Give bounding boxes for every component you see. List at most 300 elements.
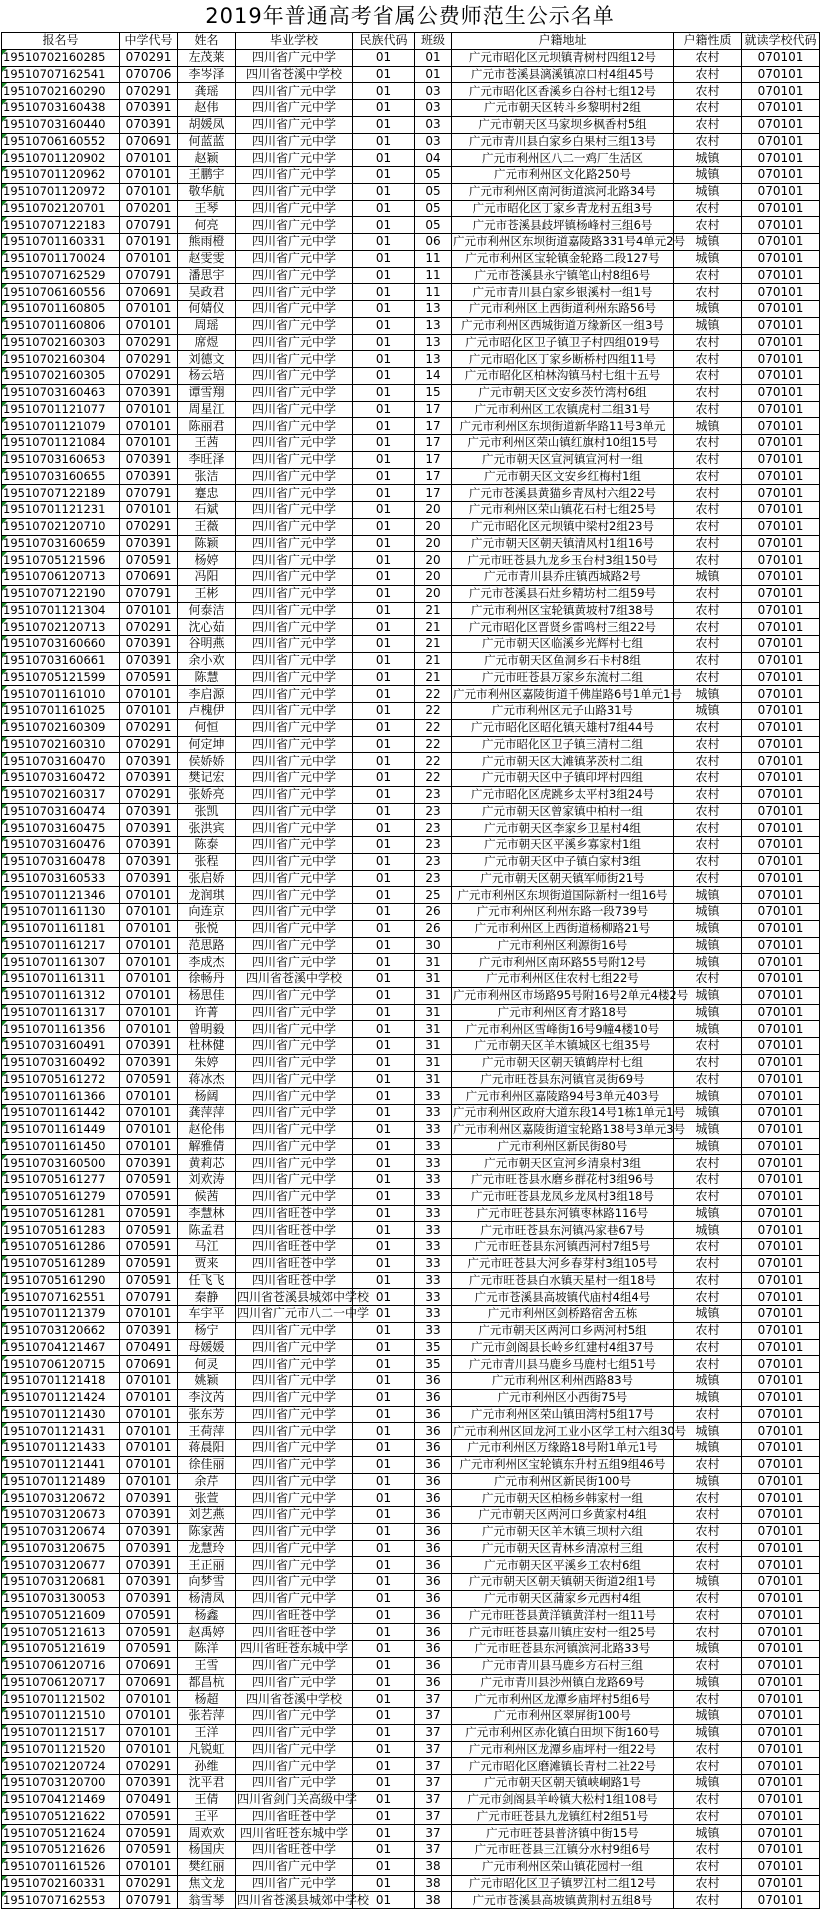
cell-household-type: 农村 [674, 133, 742, 150]
cell-graduation-school: 四川省旺苍中学 [236, 1255, 353, 1272]
cell-class: 04 [415, 150, 452, 167]
cell-class: 37 [415, 1775, 452, 1792]
cell-enrolled-school-code: 070101 [742, 468, 820, 485]
cell-class: 36 [415, 1440, 452, 1457]
cell-household-address: 广元市旺苍县嘉川镇庄安村一组25号 [452, 1624, 674, 1641]
cell-household-type: 农村 [674, 1741, 742, 1758]
cell-graduation-school: 四川省广元中学 [236, 150, 353, 167]
cell-graduation-school: 四川省旺苍中学 [236, 1607, 353, 1624]
cell-ethnicity-code: 01 [353, 803, 415, 820]
cell-household-address: 广元市苍溪县高坡镇代庙村4组4号 [452, 1289, 674, 1306]
cell-household-type: 城镇 [674, 686, 742, 703]
cell-enrolled-school-code: 070101 [742, 987, 820, 1004]
cell-class: 36 [415, 1540, 452, 1557]
cell-enrolled-school-code: 070101 [742, 669, 820, 686]
cell-student-name: 王薇 [178, 518, 236, 535]
cell-school-code: 070291 [120, 83, 178, 100]
cell-ethnicity-code: 01 [353, 1071, 415, 1088]
cell-school-code: 070691 [120, 1657, 178, 1674]
table-row [2, 1456, 820, 1473]
cell-class: 36 [415, 1641, 452, 1658]
cell-household-type: 城镇 [674, 1473, 742, 1490]
cell-class: 37 [415, 1691, 452, 1708]
cell-class: 03 [415, 133, 452, 150]
cell-ethnicity-code: 01 [353, 334, 415, 351]
cell-household-type: 城镇 [674, 1105, 742, 1122]
cell-school-code: 070791 [120, 1892, 178, 1909]
cell-household-type: 农村 [674, 1892, 742, 1909]
cell-class: 17 [415, 451, 452, 468]
table-row [2, 150, 820, 167]
cell-registration-number: 19510707162529 [2, 267, 120, 284]
cell-student-name: 王倩 [178, 1791, 236, 1808]
header-household-type: 户籍性质 [674, 33, 742, 50]
cell-school-code: 070191 [120, 234, 178, 251]
cell-graduation-school: 四川省广元中学 [236, 284, 353, 301]
table-row [2, 1490, 820, 1507]
cell-enrolled-school-code: 070101 [742, 150, 820, 167]
table-row [2, 116, 820, 133]
cell-enrolled-school-code: 070101 [742, 585, 820, 602]
cell-graduation-school: 四川省广元中学 [236, 1172, 353, 1189]
table-row [2, 987, 820, 1004]
table-row [2, 1155, 820, 1172]
cell-class: 03 [415, 83, 452, 100]
cell-school-code: 070791 [120, 267, 178, 284]
cell-graduation-school: 四川省广元中学 [236, 1775, 353, 1792]
cell-household-address: 广元市利州区东坝街道国际新村一组16号 [452, 887, 674, 904]
cell-graduation-school: 四川省广元中学 [236, 569, 353, 586]
cell-household-address: 广元市旺苍县万家乡东流村二组 [452, 669, 674, 686]
cell-graduation-school: 四川省旺苍中学 [236, 1842, 353, 1859]
cell-registration-number: 19510707162541 [2, 66, 120, 83]
cell-household-address: 广元市昭化区晋贤乡雷鸣村三组22号 [452, 619, 674, 636]
cell-class: 33 [415, 1289, 452, 1306]
cell-student-name: 刘欢涛 [178, 1172, 236, 1189]
cell-graduation-school: 四川省广元中学 [236, 1858, 353, 1875]
cell-household-type: 城镇 [674, 301, 742, 318]
cell-enrolled-school-code: 070101 [742, 719, 820, 736]
cell-enrolled-school-code: 070101 [742, 1356, 820, 1373]
cell-registration-number: 19510701121431 [2, 1423, 120, 1440]
cell-enrolled-school-code: 070101 [742, 1490, 820, 1507]
cell-household-address: 广元市朝天区蒲家乡元西村4组 [452, 1590, 674, 1607]
cell-household-type: 城镇 [674, 569, 742, 586]
cell-registration-number: 19510701161217 [2, 937, 120, 954]
cell-student-name: 杨鑫 [178, 1607, 236, 1624]
cell-enrolled-school-code: 070101 [742, 1708, 820, 1725]
cell-registration-number: 19510701170024 [2, 250, 120, 267]
cell-graduation-school: 四川省广元中学 [236, 669, 353, 686]
cell-ethnicity-code: 01 [353, 1389, 415, 1406]
cell-ethnicity-code: 01 [353, 770, 415, 787]
cell-student-name: 敬华航 [178, 183, 236, 200]
cell-enrolled-school-code: 070101 [742, 1423, 820, 1440]
cell-student-name: 马江 [178, 1239, 236, 1256]
cell-ethnicity-code: 01 [353, 703, 415, 720]
cell-household-address: 广元市利州区元子山路31号 [452, 703, 674, 720]
cell-school-code: 070291 [120, 368, 178, 385]
cell-registration-number: 19510706160556 [2, 284, 120, 301]
cell-enrolled-school-code: 070101 [742, 1389, 820, 1406]
cell-class: 03 [415, 116, 452, 133]
cell-class: 21 [415, 652, 452, 669]
cell-registration-number: 19510703160470 [2, 753, 120, 770]
cell-registration-number: 19510701161010 [2, 686, 120, 703]
cell-household-type: 农村 [674, 284, 742, 301]
cell-enrolled-school-code: 070101 [742, 1272, 820, 1289]
cell-household-type: 农村 [674, 1540, 742, 1557]
cell-class: 11 [415, 250, 452, 267]
cell-registration-number: 19510703160476 [2, 837, 120, 854]
cell-enrolled-school-code: 070101 [742, 133, 820, 150]
cell-registration-number: 19510706120716 [2, 1657, 120, 1674]
cell-enrolled-school-code: 070101 [742, 636, 820, 653]
header-ethnicity-code: 民族代码 [353, 33, 415, 50]
cell-student-name: 卢槐伊 [178, 703, 236, 720]
cell-student-name: 谭雪翔 [178, 384, 236, 401]
cell-household-address: 广元市朝天区大滩镇茅茨村二组 [452, 753, 674, 770]
table-row [2, 1272, 820, 1289]
cell-registration-number: 19510705161289 [2, 1255, 120, 1272]
cell-class: 22 [415, 736, 452, 753]
cell-ethnicity-code: 01 [353, 133, 415, 150]
cell-class: 21 [415, 619, 452, 636]
cell-ethnicity-code: 01 [353, 368, 415, 385]
cell-student-name: 陈慧 [178, 669, 236, 686]
cell-graduation-school: 四川省广元中学 [236, 83, 353, 100]
cell-student-name: 杨思佳 [178, 987, 236, 1004]
cell-household-type: 农村 [674, 1490, 742, 1507]
cell-ethnicity-code: 01 [353, 1607, 415, 1624]
cell-ethnicity-code: 01 [353, 1741, 415, 1758]
cell-ethnicity-code: 01 [353, 1306, 415, 1323]
cell-graduation-school: 四川省广元中学 [236, 585, 353, 602]
cell-household-type: 农村 [674, 1272, 742, 1289]
cell-household-type: 农村 [674, 1356, 742, 1373]
table-row [2, 267, 820, 284]
cell-registration-number: 19510703160440 [2, 116, 120, 133]
cell-graduation-school: 四川省广元中学 [236, 1038, 353, 1055]
cell-ethnicity-code: 01 [353, 150, 415, 167]
cell-student-name: 赵伦伟 [178, 1121, 236, 1138]
cell-household-type: 城镇 [674, 1708, 742, 1725]
cell-graduation-school: 四川省广元中学 [236, 1708, 353, 1725]
cell-registration-number: 19510705161286 [2, 1239, 120, 1256]
cell-school-code: 070291 [120, 736, 178, 753]
cell-school-code: 070691 [120, 284, 178, 301]
cell-household-type: 农村 [674, 803, 742, 820]
cell-household-type: 农村 [674, 669, 742, 686]
cell-graduation-school: 四川省广元中学 [236, 1373, 353, 1390]
cell-household-type: 农村 [674, 1758, 742, 1775]
cell-household-type: 农村 [674, 535, 742, 552]
cell-household-address: 广元市利州区宝轮镇东升村五组9组46号 [452, 1456, 674, 1473]
cell-registration-number: 19510705121619 [2, 1641, 120, 1658]
table-row [2, 217, 820, 234]
cell-enrolled-school-code: 070101 [742, 100, 820, 117]
cell-graduation-school: 四川省苍溪县城郊中学校 [237, 1289, 370, 1304]
cell-school-code: 070591 [120, 1222, 178, 1239]
cell-class: 05 [415, 217, 452, 234]
table-row [2, 167, 820, 184]
cell-class: 37 [415, 1791, 452, 1808]
table-row [2, 954, 820, 971]
cell-household-address: 广元市利州区赤化镇白田坝下街160号 [452, 1724, 674, 1741]
cell-household-address: 广元市昭化区丁家乡青龙村五组3号 [452, 200, 674, 217]
cell-ethnicity-code: 01 [353, 351, 415, 368]
cell-enrolled-school-code: 070101 [742, 1306, 820, 1323]
cell-class: 38 [415, 1875, 452, 1892]
cell-enrolled-school-code: 070101 [742, 1842, 820, 1859]
cell-household-address: 广元市苍溪县歧坪镇杨峰村三组6号 [452, 217, 674, 234]
cell-ethnicity-code: 01 [353, 1691, 415, 1708]
cell-graduation-school: 四川省广元中学 [236, 686, 353, 703]
table-row [2, 1892, 820, 1909]
cell-registration-number: 19510701161366 [2, 1088, 120, 1105]
cell-household-type: 城镇 [674, 1222, 742, 1239]
cell-registration-number: 19510701121430 [2, 1406, 120, 1423]
cell-ethnicity-code: 01 [353, 1356, 415, 1373]
cell-household-address: 广元市旺苍县龙凤乡龙凤村3组18号 [452, 1188, 674, 1205]
cell-ethnicity-code: 01 [353, 719, 415, 736]
cell-household-type: 农村 [674, 1507, 742, 1524]
cell-household-address: 广元市旺苍县东河镇枣林路116号 [452, 1205, 674, 1222]
cell-household-address: 广元市利州区宝轮镇黄坡村7组38号 [452, 602, 674, 619]
cell-ethnicity-code: 01 [353, 1222, 415, 1239]
cell-student-name: 周欢欢 [178, 1825, 236, 1842]
cell-school-code: 070391 [120, 1523, 178, 1540]
cell-school-code: 070101 [120, 1021, 178, 1038]
table-row [2, 1339, 820, 1356]
cell-enrolled-school-code: 070101 [742, 1590, 820, 1607]
cell-ethnicity-code: 01 [353, 518, 415, 535]
cell-ethnicity-code: 01 [353, 585, 415, 602]
table-row [2, 837, 820, 854]
cell-household-type: 农村 [674, 770, 742, 787]
cell-class: 01 [415, 49, 452, 66]
cell-registration-number: 19510702120724 [2, 1758, 120, 1775]
cell-ethnicity-code: 01 [353, 116, 415, 133]
cell-graduation-school: 四川省广元中学 [236, 719, 353, 736]
cell-student-name: 何恒 [178, 719, 236, 736]
cell-ethnicity-code: 01 [353, 301, 415, 318]
cell-school-code: 070791 [120, 485, 178, 502]
cell-enrolled-school-code: 070101 [742, 1758, 820, 1775]
cell-ethnicity-code: 01 [353, 1289, 415, 1306]
cell-graduation-school: 四川省广元中学 [236, 887, 353, 904]
cell-enrolled-school-code: 070101 [742, 1138, 820, 1155]
cell-household-address: 广元市利州区利源街16号 [452, 937, 674, 954]
cell-graduation-school: 四川省广元中学 [236, 820, 353, 837]
cell-class: 13 [415, 351, 452, 368]
cell-household-address: 广元市利州区东坝街道嘉陵路331号4单元2号 [453, 234, 686, 249]
cell-school-code: 070391 [120, 853, 178, 870]
cell-registration-number: 19510701161130 [2, 904, 120, 921]
cell-enrolled-school-code: 070101 [742, 317, 820, 334]
cell-class: 36 [415, 1473, 452, 1490]
cell-school-code: 070391 [120, 1574, 178, 1591]
cell-ethnicity-code: 01 [353, 920, 415, 937]
cell-class: 31 [415, 971, 452, 988]
cell-graduation-school: 四川省广元中学 [236, 636, 353, 653]
table-row [2, 317, 820, 334]
cell-household-type: 城镇 [674, 1825, 742, 1842]
cell-class: 31 [415, 954, 452, 971]
cell-household-type: 农村 [674, 384, 742, 401]
cell-class: 20 [415, 502, 452, 519]
cell-student-name: 张东芳 [178, 1406, 236, 1423]
cell-school-code: 070101 [120, 435, 178, 452]
cell-household-address: 广元市利州区利州东路一段739号 [452, 904, 674, 921]
cell-household-address: 广元市青川县乔庄镇西城路2号 [452, 569, 674, 586]
cell-household-address: 广元市青川县白家乡白果村三组13号 [452, 133, 674, 150]
cell-enrolled-school-code: 070101 [742, 485, 820, 502]
cell-household-address: 广元市朝天区羊木镇三坝村六组 [452, 1523, 674, 1540]
cell-household-address: 广元市利州区住农村七组22号 [452, 971, 674, 988]
cell-enrolled-school-code: 070101 [742, 1440, 820, 1457]
table-row [2, 1657, 820, 1674]
cell-class: 36 [415, 1507, 452, 1524]
table-row [2, 753, 820, 770]
cell-household-address: 广元市利州区荣山镇花园村一组 [452, 1858, 674, 1875]
cell-household-address: 广元市昭化区丁家乡断桥村四组11号 [452, 351, 674, 368]
cell-student-name: 王雪 [178, 1657, 236, 1674]
cell-student-name: 李成杰 [178, 954, 236, 971]
cell-household-type: 农村 [674, 636, 742, 653]
cell-class: 23 [415, 837, 452, 854]
table-row [2, 770, 820, 787]
cell-ethnicity-code: 01 [353, 1708, 415, 1725]
cell-school-code: 070101 [120, 954, 178, 971]
cell-household-type: 农村 [674, 1875, 742, 1892]
cell-registration-number: 19510703120700 [2, 1775, 120, 1792]
cell-class: 36 [415, 1456, 452, 1473]
table-row [2, 820, 820, 837]
header-school-code: 中学代号 [120, 33, 178, 50]
cell-school-code: 070591 [120, 1607, 178, 1624]
cell-household-type: 城镇 [674, 1440, 742, 1457]
cell-ethnicity-code: 01 [353, 100, 415, 117]
cell-ethnicity-code: 01 [353, 317, 415, 334]
cell-household-type: 城镇 [674, 1674, 742, 1691]
cell-registration-number: 19510705121609 [2, 1607, 120, 1624]
cell-ethnicity-code: 01 [353, 1858, 415, 1875]
cell-ethnicity-code: 01 [353, 418, 415, 435]
cell-class: 03 [415, 100, 452, 117]
table-row [2, 200, 820, 217]
cell-graduation-school: 四川省广元中学 [236, 920, 353, 937]
cell-household-address: 广元市青川县沙州镇白龙路69号 [452, 1674, 674, 1691]
cell-student-name: 杨超 [178, 1691, 236, 1708]
cell-household-address: 广元市朝天区李家乡卫星村4组 [452, 820, 674, 837]
cell-household-address: 广元市利州区利州西路83号 [452, 1373, 674, 1390]
cell-class: 11 [415, 267, 452, 284]
cell-enrolled-school-code: 070101 [742, 116, 820, 133]
cell-household-address: 广元市旺苍县东河镇冯家巷67号 [452, 1222, 674, 1239]
cell-registration-number: 19510707122189 [2, 485, 120, 502]
cell-registration-number: 19510702160303 [2, 334, 120, 351]
cell-enrolled-school-code: 070101 [742, 1155, 820, 1172]
cell-graduation-school: 四川省广元中学 [236, 1540, 353, 1557]
cell-household-type: 城镇 [674, 1641, 742, 1658]
cell-student-name: 王正丽 [178, 1557, 236, 1574]
cell-registration-number: 19510701161311 [2, 971, 120, 988]
cell-household-address: 广元市旺苍县九龙镇红村2组51号 [452, 1808, 674, 1825]
cell-ethnicity-code: 01 [353, 234, 415, 251]
header-enrolled-school-code: 就读学校代码 [742, 33, 820, 50]
cell-ethnicity-code: 01 [353, 1875, 415, 1892]
cell-school-code: 070391 [120, 1155, 178, 1172]
cell-ethnicity-code: 01 [353, 1657, 415, 1674]
cell-household-address: 广元市利州区工农镇虎村二组31号 [452, 401, 674, 418]
cell-ethnicity-code: 01 [353, 200, 415, 217]
table-row [2, 284, 820, 301]
table-row [2, 971, 820, 988]
cell-household-address: 广元市朝天区马家坝乡枫香村5组 [452, 116, 674, 133]
cell-enrolled-school-code: 070101 [742, 518, 820, 535]
table-row [2, 485, 820, 502]
cell-household-type: 城镇 [674, 1138, 742, 1155]
cell-school-code: 070101 [120, 1858, 178, 1875]
cell-ethnicity-code: 01 [353, 1021, 415, 1038]
cell-student-name: 徐佳丽 [178, 1456, 236, 1473]
cell-ethnicity-code: 01 [353, 753, 415, 770]
cell-graduation-school: 四川省广元中学 [236, 1004, 353, 1021]
cell-ethnicity-code: 01 [353, 1590, 415, 1607]
cell-student-name: 胡媛凤 [178, 116, 236, 133]
cell-graduation-school: 四川省广元中学 [236, 451, 353, 468]
cell-ethnicity-code: 01 [353, 401, 415, 418]
cell-graduation-school: 四川省广元市八二一中学 [237, 1306, 370, 1321]
cell-enrolled-school-code: 070101 [742, 1105, 820, 1122]
table-row [2, 518, 820, 535]
table-row [2, 250, 820, 267]
cell-ethnicity-code: 01 [353, 435, 415, 452]
cell-household-address: 广元市利州区荣山镇田湾村5组17号 [452, 1406, 674, 1423]
cell-school-code: 070101 [120, 686, 178, 703]
cell-graduation-school: 四川省广元中学 [236, 1339, 353, 1356]
cell-school-code: 070101 [120, 1423, 178, 1440]
cell-household-type: 城镇 [674, 418, 742, 435]
cell-ethnicity-code: 01 [353, 870, 415, 887]
cell-graduation-school: 四川省广元中学 [236, 803, 353, 820]
cell-enrolled-school-code: 070101 [742, 1574, 820, 1591]
cell-registration-number: 19510702160331 [2, 1875, 120, 1892]
cell-enrolled-school-code: 070101 [742, 1808, 820, 1825]
table-row [2, 66, 820, 83]
cell-class: 36 [415, 1523, 452, 1540]
cell-registration-number: 19510702120710 [2, 518, 120, 535]
cell-class: 38 [415, 1858, 452, 1875]
cell-registration-number: 19510703120677 [2, 1557, 120, 1574]
cell-student-name: 刘艺燕 [178, 1507, 236, 1524]
cell-registration-number: 19510705161277 [2, 1172, 120, 1189]
table-row [2, 736, 820, 753]
header-registration-number: 报名号 [2, 33, 120, 50]
cell-household-address: 广元市利州区新民街100号 [452, 1473, 674, 1490]
cell-student-name: 何灵 [178, 1356, 236, 1373]
cell-graduation-school: 四川省广元中学 [236, 1674, 353, 1691]
cell-class: 37 [415, 1758, 452, 1775]
cell-enrolled-school-code: 070101 [742, 167, 820, 184]
cell-student-name: 孙维 [178, 1758, 236, 1775]
cell-household-address: 广元市朝天区鱼洞乡石卡村8组 [452, 652, 674, 669]
cell-ethnicity-code: 01 [353, 451, 415, 468]
table-row [2, 1691, 820, 1708]
table-row [2, 1306, 820, 1323]
cell-enrolled-school-code: 070101 [742, 49, 820, 66]
